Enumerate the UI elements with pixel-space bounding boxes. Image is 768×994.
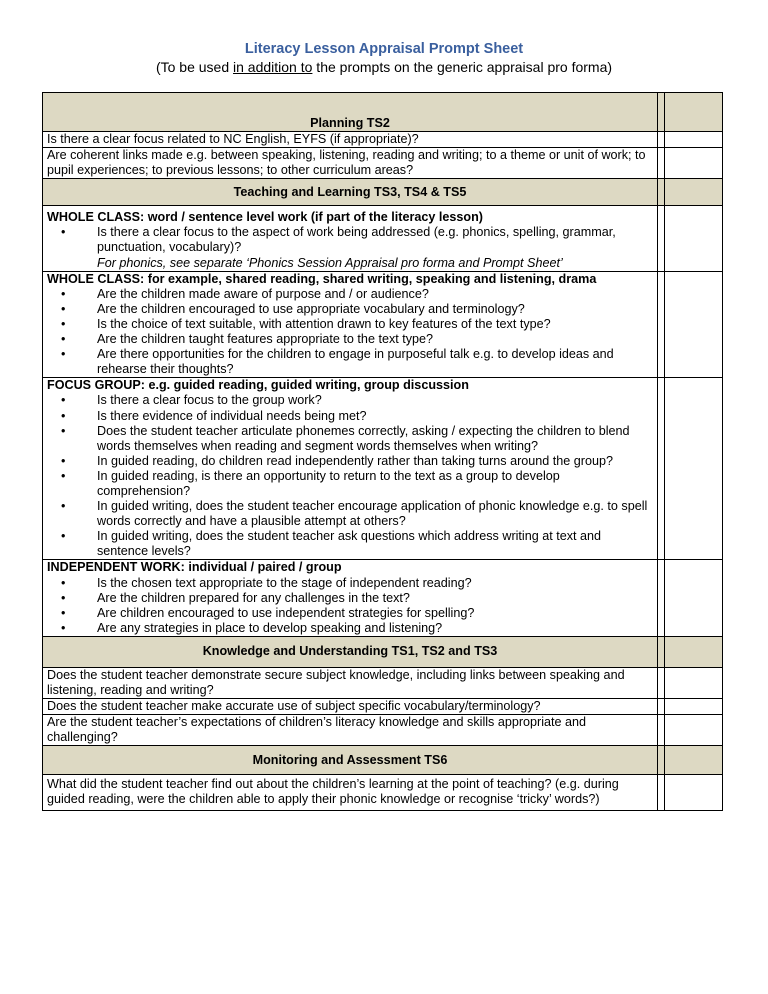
planning-header-spacer (658, 93, 665, 132)
planning-question-2: Are coherent links made e.g. between speaking, listening, reading and writing; to a theme or unit of work; to pupil experiences; to previous lessons; to other curriculum areas? (43, 148, 658, 179)
monitoring-header-notes (665, 746, 723, 775)
planning-row-2-notes[interactable] (665, 148, 723, 179)
whole-shared-spacer (658, 271, 665, 378)
focus-group-cell (43, 378, 658, 560)
list-item: • In guided writing, does the student teacher ask questions which address writing at text and sentence levels? (61, 529, 602, 559)
list-item: • In guided reading, is there an opportunity to return to the text as a group to develop comprehension? (61, 468, 560, 498)
whole-shared-notes[interactable] (665, 271, 723, 378)
knowledge-row-1-notes[interactable] (665, 667, 723, 698)
list-item: • Are children encouraged to use independent strategies for spelling? (61, 605, 475, 620)
whole-word-list (47, 225, 653, 255)
planning-header-notes (665, 93, 723, 132)
appraisal-table (42, 92, 723, 811)
phonics-note: For phonics, see separate ‘Phonics Session Appraisal pro forma and Prompt Sheet’ (97, 255, 563, 270)
knowledge-question-1: Does the student teacher demonstrate secure subject knowledge, including links between speaking and listening, reading and writing? (43, 667, 658, 698)
knowledge-question-2: Does the student teacher make accurate use of subject specific vocabulary/terminology? (43, 699, 658, 715)
planning-question-1: Is there a clear focus related to NC English, EYFS (if appropriate)? (43, 132, 658, 148)
focus-group-notes[interactable] (665, 378, 723, 560)
knowledge-row-3-notes[interactable] (665, 715, 723, 746)
whole-shared-cell (43, 271, 658, 378)
list-item: • Are the children taught features appropriate to the text type? (61, 332, 434, 347)
monitoring-heading: Monitoring and Assessment TS6 (252, 752, 448, 767)
list-item: • Is there evidence of individual needs being met? (61, 408, 367, 423)
list-item: • Does the student teacher articulate phonemes correctly, asking / expecting the children to blend words themselves when reading and segment words themselves when writing? (61, 423, 630, 453)
monitoring-heading-cell (43, 746, 658, 775)
focus-group-spacer (658, 378, 665, 560)
teaching-header-spacer (658, 179, 665, 206)
whole-shared-title: WHOLE CLASS: for example, shared reading, shared writing, speaking and listening, drama (47, 271, 597, 286)
whole-word-title: WHOLE CLASS: word / sentence level work (if part of the literacy lesson) (47, 210, 483, 225)
whole-word-notes[interactable] (665, 206, 723, 271)
document-subtitle (0, 58, 768, 76)
subtitle-prefix: (To be used (155, 59, 234, 75)
planning-row-2 (43, 148, 723, 179)
planning-row-2-spacer (658, 148, 665, 179)
monitoring-row-1-notes[interactable] (665, 775, 723, 810)
subtitle-underlined: in addition to (233, 59, 313, 75)
list-item: • Are the children prepared for any challenges in the text? (61, 590, 410, 605)
teaching-heading: Teaching and Learning TS3, TS4 & TS5 (233, 184, 467, 199)
knowledge-row-1 (43, 667, 723, 698)
monitoring-question-1: What did the student teacher find out about the children’s learning at the point of teaching? (e.g. during guided reading, were the children able to apply their phonic knowledge or recognise ‘tricky’ words?) (43, 775, 658, 810)
knowledge-row-3-spacer (658, 715, 665, 746)
monitoring-header-row (43, 746, 723, 775)
independent-spacer (658, 560, 665, 636)
whole-shared-list (47, 287, 653, 378)
whole-shared-row (43, 271, 723, 378)
knowledge-row-1-spacer (658, 667, 665, 698)
list-item: • In guided writing, does the student teacher encourage application of phonic knowledge e.g. to spell words correctly and have a plausible attempt at others? (61, 499, 648, 529)
independent-cell (43, 560, 658, 636)
teaching-header-row (43, 179, 723, 206)
planning-header-row (43, 93, 723, 132)
focus-group-list (47, 393, 653, 559)
list-item: • Are any strategies in place to develop speaking and listening? (61, 620, 443, 635)
list-item: • Are there opportunities for the children to engage in purposeful talk e.g. to develop ideas and rehearse their thoughts? (61, 347, 614, 377)
focus-group-title: FOCUS GROUP: e.g. guided reading, guided writing, group discussion (47, 378, 469, 393)
teaching-header-notes (665, 179, 723, 206)
subtitle-suffix: the prompts on the generic appraisal pro forma) (312, 59, 613, 75)
list-item: • Is the choice of text suitable, with attention drawn to key features of the text type? (61, 316, 551, 331)
independent-row (43, 560, 723, 636)
planning-heading: Planning TS2 (310, 115, 390, 130)
monitoring-header-spacer (658, 746, 665, 775)
focus-group-row (43, 378, 723, 560)
independent-list (47, 576, 653, 636)
document-title: Literacy Lesson Appraisal Prompt Sheet (244, 41, 524, 57)
planning-row-1 (43, 132, 723, 148)
knowledge-heading: Knowledge and Understanding TS1, TS2 and TS3 (202, 644, 498, 659)
list-item: • Are the children made aware of purpose and / or audience? (61, 286, 429, 301)
list-item: • Are the children encouraged to use appropriate vocabulary and terminology? (61, 301, 525, 316)
whole-word-spacer (658, 206, 665, 271)
knowledge-question-3: Are the student teacher’s expectations of children’s literacy knowledge and skills appropriate and challenging? (43, 715, 658, 746)
knowledge-row-2-spacer (658, 699, 665, 715)
whole-word-cell (43, 206, 658, 271)
planning-row-1-notes[interactable] (665, 132, 723, 148)
knowledge-header-row (43, 636, 723, 667)
list-item: • Is there a clear focus to the aspect of work being addressed (e.g. phonics, spelling, grammar, punctuation, vocabulary)? (61, 225, 616, 255)
monitoring-row-1 (43, 775, 723, 810)
knowledge-heading-cell (43, 636, 658, 667)
monitoring-row-1-spacer (658, 775, 665, 810)
planning-row-1-spacer (658, 132, 665, 148)
planning-heading-cell (43, 93, 658, 132)
list-item: • Is there a clear focus to the group work? (61, 393, 322, 408)
knowledge-header-notes (665, 636, 723, 667)
knowledge-row-3 (43, 715, 723, 746)
knowledge-header-spacer (658, 636, 665, 667)
teaching-heading-cell (43, 179, 658, 206)
whole-word-row (43, 206, 723, 271)
independent-notes[interactable] (665, 560, 723, 636)
list-item: • Is the chosen text appropriate to the stage of independent reading? (61, 575, 472, 590)
independent-title: INDEPENDENT WORK: individual / paired / group (47, 560, 342, 575)
list-item: • In guided reading, do children read independently rather than taking turns around the group? (61, 453, 614, 468)
knowledge-row-2-notes[interactable] (665, 699, 723, 715)
knowledge-row-2 (43, 699, 723, 715)
